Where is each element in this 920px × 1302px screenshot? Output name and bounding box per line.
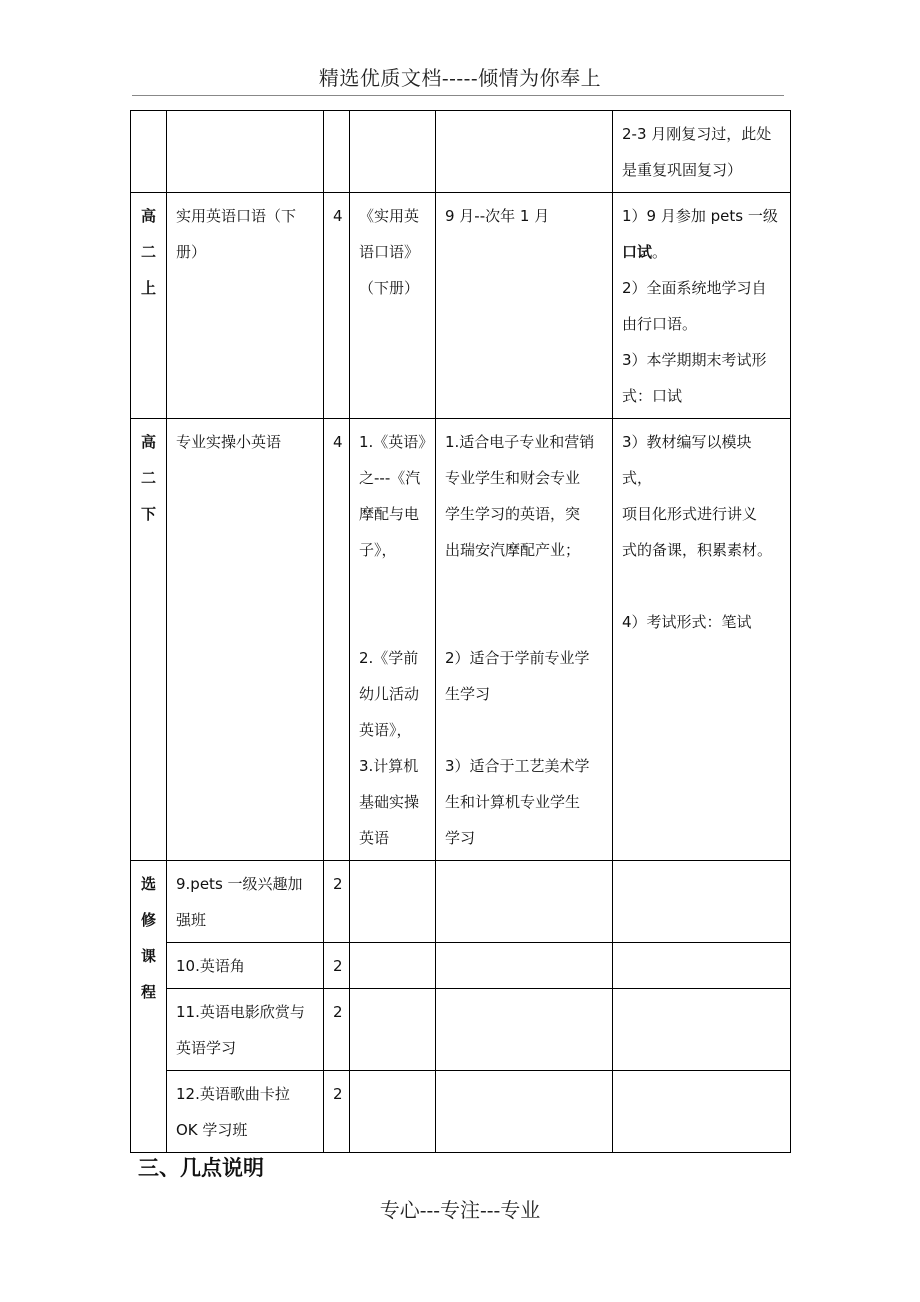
textbook-cell	[350, 193, 436, 419]
course-cell	[167, 193, 324, 419]
textbook-line: 英语》，	[359, 721, 412, 739]
schedule-cell: 9 月--次年 1 月	[436, 193, 613, 419]
page-header: 精选优质文档-----倾情为你奉上	[318, 66, 602, 90]
textbook-cell	[350, 419, 436, 861]
textbook-cell	[350, 943, 436, 989]
target-line: 出瑞安汽摩配产业；	[445, 541, 581, 559]
target-line: 1.适合电子专业和营销	[445, 433, 595, 451]
note-line: 1）9 月参加 pets 一级	[622, 207, 778, 225]
course-line: 实用英语口语（下	[176, 207, 297, 225]
table-row	[131, 943, 791, 989]
target-line: 专业学生和财会专业	[445, 469, 581, 487]
schedule-cell	[436, 1071, 613, 1153]
notes-cell	[613, 861, 791, 943]
notes-cell	[613, 943, 791, 989]
textbook-line: 2.《学前	[359, 649, 419, 667]
hours-cell: 2	[324, 943, 350, 989]
elective-label-cell	[131, 861, 167, 1153]
hours-cell: 2	[324, 861, 350, 943]
course-cell	[167, 1071, 324, 1153]
course-line: 11.英语电影欣赏与	[176, 1003, 305, 1021]
textbook-line: 3.计算机	[359, 757, 419, 775]
note-bold: 口试	[622, 243, 653, 261]
grade-cell	[131, 193, 167, 419]
course-cell	[167, 861, 324, 943]
target-line: 学生学习的英语，突	[445, 505, 581, 523]
textbook-line: 语口语》	[359, 243, 420, 261]
schedule-cell	[436, 861, 613, 943]
course-line: 英语学习	[176, 1039, 237, 1057]
hours-cell: 2	[324, 989, 350, 1071]
course-line: 9.pets 一级兴趣加	[176, 875, 303, 893]
elective-char: 程	[140, 983, 156, 1001]
spacer	[622, 568, 781, 604]
course-line: 12.英语歌曲卡拉	[176, 1085, 290, 1103]
course-cell	[167, 111, 324, 193]
course-line: 强班	[176, 911, 207, 929]
note-line: 3）教材编写以模块式，	[622, 433, 752, 487]
elective-char: 课	[140, 947, 156, 965]
spacer	[445, 712, 603, 748]
note-line: 项目化形式进行讲义	[622, 505, 758, 523]
section-heading: 三、几点说明	[138, 1156, 264, 1180]
target-line: 3）适合于工艺美术学	[445, 757, 590, 775]
textbook-line: 1.《英语》	[359, 433, 434, 451]
notes-cell	[613, 989, 791, 1071]
schedule-cell	[436, 943, 613, 989]
textbook-cell	[350, 111, 436, 193]
notes-cell	[613, 419, 791, 861]
grade-cell	[131, 419, 167, 861]
table-row	[131, 193, 791, 419]
course-line: 10.英语角	[176, 957, 245, 975]
textbook-line: 《实用英	[359, 207, 420, 225]
page-footer: 专心---专注---专业	[379, 1198, 541, 1222]
note-line: 2-3 月刚复习过，此处	[622, 125, 772, 143]
target-line: 生和计算机专业学生	[445, 793, 581, 811]
elective-char: 选	[140, 875, 156, 893]
note-line: 2）全面系统地学习自	[622, 279, 767, 297]
grade-char: 二	[140, 243, 156, 261]
target-line: 2）适合于学前专业学	[445, 649, 590, 667]
elective-char: 修	[140, 911, 156, 929]
grade-char: 二	[140, 469, 156, 487]
textbook-line: 子》，	[359, 541, 397, 559]
course-line: OK 学习班	[176, 1121, 248, 1139]
notes-cell	[613, 111, 791, 193]
textbook-cell	[350, 861, 436, 943]
textbook-line: 之---《汽	[359, 469, 421, 487]
table-row	[131, 111, 791, 193]
table-row	[131, 861, 791, 943]
hours-cell: 4	[324, 193, 350, 419]
course-line: 册）	[176, 243, 207, 261]
note-line: 是重复巩固复习）	[622, 161, 743, 179]
table-row	[131, 419, 791, 861]
note-punct: 。	[652, 243, 668, 261]
header-rule	[132, 95, 784, 96]
note-line: 式：口试	[622, 387, 683, 405]
note-line: 3）本学期期末考试形	[622, 351, 767, 369]
notes-cell	[613, 1071, 791, 1153]
schedule-cell	[436, 989, 613, 1071]
course-cell: 专业实操小英语	[167, 419, 324, 861]
grade-char: 高	[140, 433, 156, 451]
course-cell	[167, 943, 324, 989]
textbook-line: 幼儿活动	[359, 685, 420, 703]
grade-char: 高	[140, 207, 156, 225]
target-line: 生学习	[445, 685, 491, 703]
grade-cell	[131, 111, 167, 193]
grade-char: 下	[140, 505, 156, 523]
table-row	[131, 989, 791, 1071]
textbook-line: 基础实操	[359, 793, 420, 811]
textbook-line: （下册）	[359, 279, 420, 297]
course-plan-table	[130, 110, 791, 1153]
textbook-cell	[350, 989, 436, 1071]
course-cell	[167, 989, 324, 1071]
table-row	[131, 1071, 791, 1153]
spacer	[359, 568, 426, 640]
textbook-line: 英语	[359, 829, 390, 847]
target-line: 学习	[445, 829, 476, 847]
hours-cell: 4	[324, 419, 350, 861]
grade-char: 上	[140, 279, 156, 297]
target-cell	[436, 419, 613, 861]
hours-cell	[324, 111, 350, 193]
hours-cell: 2	[324, 1071, 350, 1153]
note-line	[622, 234, 781, 270]
notes-cell	[613, 193, 791, 419]
textbook-cell	[350, 1071, 436, 1153]
note-line: 4）考试形式：笔试	[622, 613, 752, 631]
note-line: 式的备课，积累素材。	[622, 541, 773, 559]
schedule-cell	[436, 111, 613, 193]
textbook-line: 摩配与电	[359, 505, 420, 523]
note-line: 由行口语。	[622, 315, 698, 333]
spacer	[445, 568, 603, 640]
